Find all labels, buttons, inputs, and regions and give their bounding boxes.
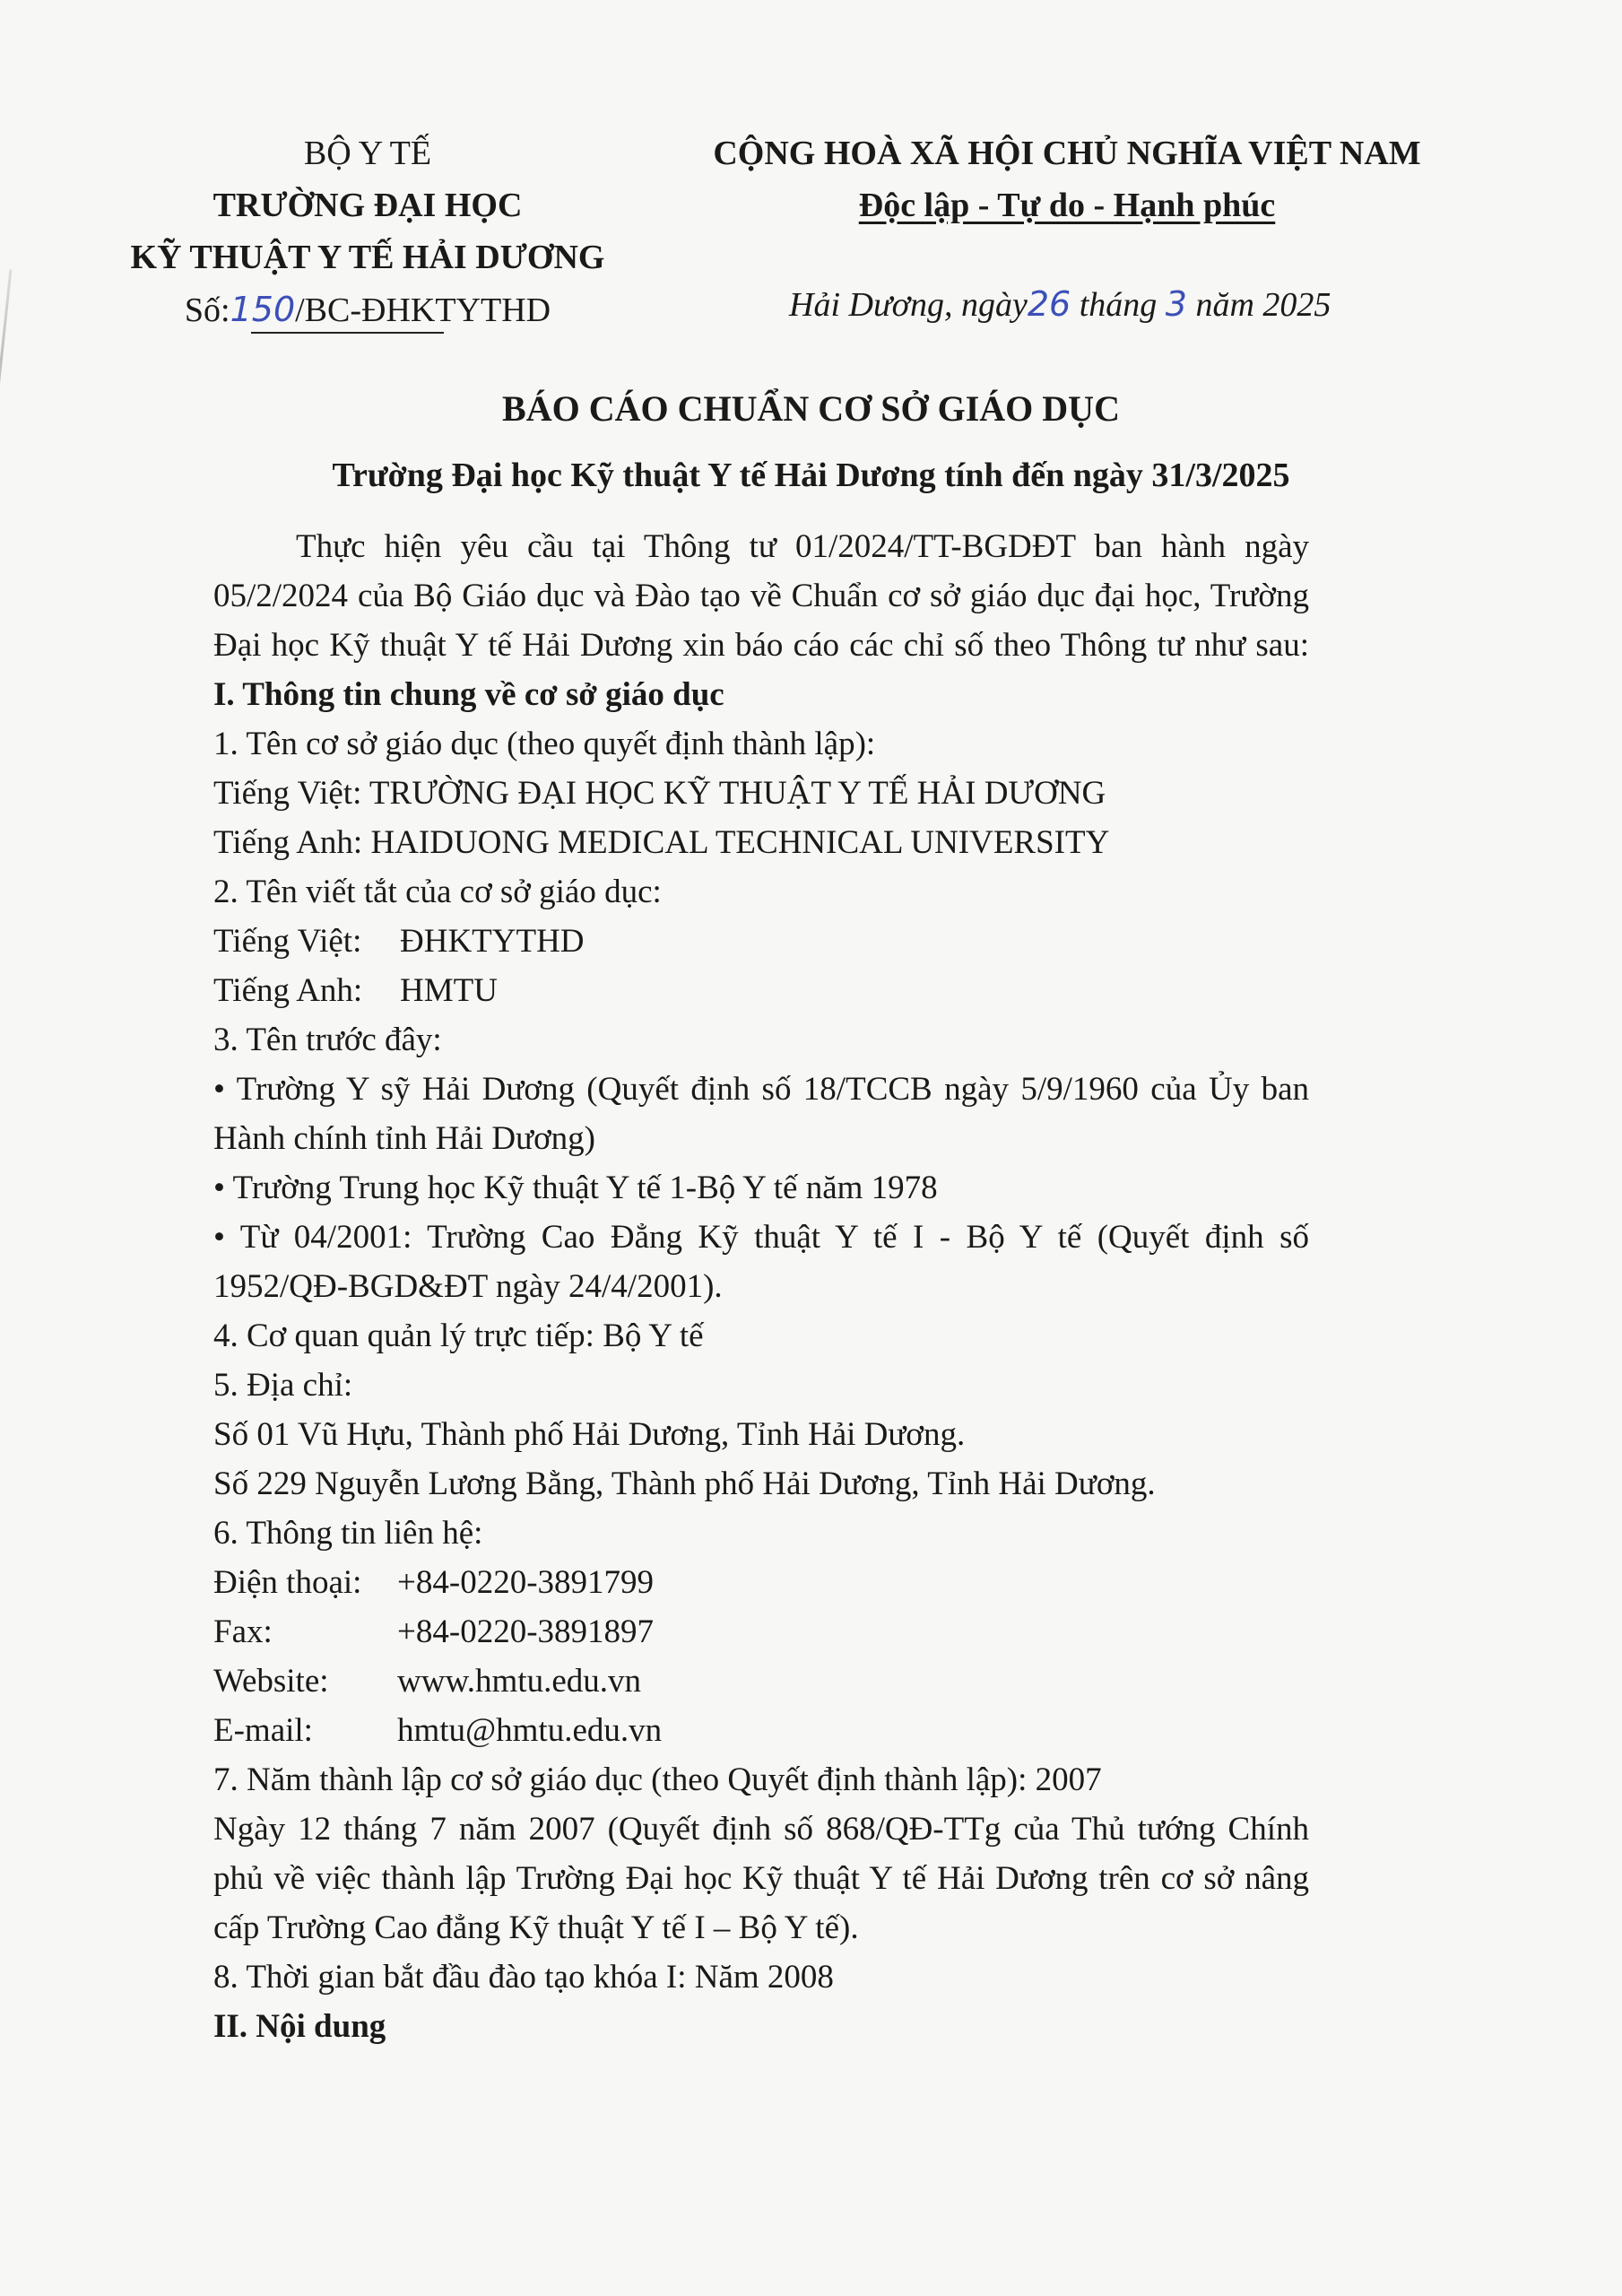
abbr-english: Tiếng Anh: HMTU — [213, 972, 498, 1009]
doc-number-prefix: Số: — [184, 291, 230, 329]
document-number — [117, 283, 619, 336]
day-handwritten: 26 — [1027, 284, 1071, 324]
month-handwritten: 3 — [1165, 284, 1187, 324]
intro-line: 05/2/2024 của Bộ Giáo dục và Đào tạo về Chuẩn cơ sở giáo dục đại học, Trường — [213, 578, 1309, 614]
former-name-bullet-cont: 1952/QĐ-BGD&ĐT ngày 24/4/2001). — [213, 1268, 723, 1305]
ministry-name: BỘ Y TẾ — [303, 135, 432, 172]
founding-detail-line: cấp Trường Cao đẳng Kỹ thuật Y tế I – Bộ Y tế). — [213, 1909, 859, 1946]
item-2-label: 2. Tên viết tắt của cơ sở giáo dục: — [213, 874, 662, 910]
contact-email: E-mail: hmtu@hmtu.edu.vn — [213, 1712, 663, 1749]
item-5-label: 5. Địa chỉ: — [213, 1367, 353, 1404]
name-vietnamese: Tiếng Việt: TRƯỜNG ĐẠI HỌC KỸ THUẬT Y TẾ HẢI DƯƠNG — [213, 775, 1106, 812]
school-name-line2: KỸ THUẬT Y TẾ HẢI DƯƠNG — [130, 239, 605, 276]
doc-number-handwritten: 150 — [230, 290, 296, 329]
section-heading-2: II. Nội dung — [213, 2008, 386, 2045]
item-6-label: 6. Thông tin liên hệ: — [213, 1515, 483, 1552]
item-3-label: 3. Tên trước đây: — [213, 1022, 442, 1058]
contact-website: Website: www.hmtu.edu.vn — [213, 1663, 641, 1700]
nation-name: CỘNG HOÀ XÃ HỘI CHỦ NGHĨA VIỆT NAM — [713, 135, 1421, 172]
intro-line: Thực hiện yêu cầu tại Thông tư 01/2024/TT-BGDĐT ban hành ngày — [296, 528, 1309, 565]
founding-detail-line: phủ về việc thành lập Trường Đại học Kỹ thuật Y tế Hải Dương trên cơ sở nâng — [213, 1860, 1309, 1897]
address-line: Số 01 Vũ Hựu, Thành phố Hải Dương, Tỉnh Hải Dương. — [213, 1416, 966, 1453]
issuer-underline — [251, 332, 444, 334]
issuer-block — [117, 127, 619, 336]
report-title: BÁO CÁO CHUẨN CƠ SỞ GIÁO DỤC — [502, 388, 1120, 429]
section-heading-1: I. Thông tin chung về cơ sở giáo dục — [213, 676, 724, 713]
doc-number-suffix: /BC-ĐHKTYTHD — [295, 291, 551, 329]
former-name-bullet-cont: Hành chính tỉnh Hải Dương) — [213, 1120, 595, 1157]
item-1-label: 1. Tên cơ sở giáo dục (theo quyết định thành lập): — [213, 726, 876, 762]
former-name-bullet: • Trường Y sỹ Hải Dương (Quyết định số 18/TCCB ngày 5/9/1960 của Ủy ban — [213, 1071, 1309, 1108]
place-date: Hải Dương, ngày26 tháng 3 năm 2025 — [789, 284, 1331, 324]
school-name-line1: TRƯỜNG ĐẠI HỌC — [213, 187, 523, 224]
report-subtitle: Trường Đại học Kỹ thuật Y tế Hải Dương tính đến ngày 31/3/2025 — [332, 457, 1290, 494]
former-name-bullet: • Từ 04/2001: Trường Cao Đẳng Kỹ thuật Y tế I - Bộ Y tế (Quyết định số — [213, 1219, 1309, 1256]
national-heading — [681, 127, 1453, 231]
address-line: Số 229 Nguyễn Lương Bằng, Thành phố Hải Dương, Tỉnh Hải Dương. — [213, 1465, 1156, 1502]
report-body — [213, 522, 1309, 2051]
item-8: 8. Thời gian bắt đầu đào tạo khóa I: Năm 2008 — [213, 1959, 834, 1996]
contact-fax: Fax: +84-0220-3891897 — [213, 1613, 655, 1650]
item-4: 4. Cơ quan quản lý trực tiếp: Bộ Y tế — [213, 1318, 704, 1354]
item-7-label: 7. Năm thành lập cơ sở giáo dục (theo Quyết định thành lập): 2007 — [213, 1761, 1102, 1798]
name-english: Tiếng Anh: HAIDUONG MEDICAL TECHNICAL UNIVERSITY — [213, 824, 1110, 861]
contact-phone: Điện thoại: +84-0220-3891799 — [213, 1564, 655, 1601]
founding-detail-line: Ngày 12 tháng 7 năm 2007 (Quyết định số 868/QĐ-TTg của Thủ tướng Chính — [213, 1811, 1309, 1848]
motto: Độc lập - Tự do - Hạnh phúc — [858, 187, 1276, 224]
intro-line: Đại học Kỹ thuật Y tế Hải Dương xin báo cáo các chỉ số theo Thông tư như sau: — [213, 627, 1309, 664]
abbr-vietnamese: Tiếng Việt: ĐHKTYTHD — [213, 923, 585, 960]
former-name-bullet: • Trường Trung học Kỹ thuật Y tế 1-Bộ Y tế năm 1978 — [213, 1170, 938, 1206]
